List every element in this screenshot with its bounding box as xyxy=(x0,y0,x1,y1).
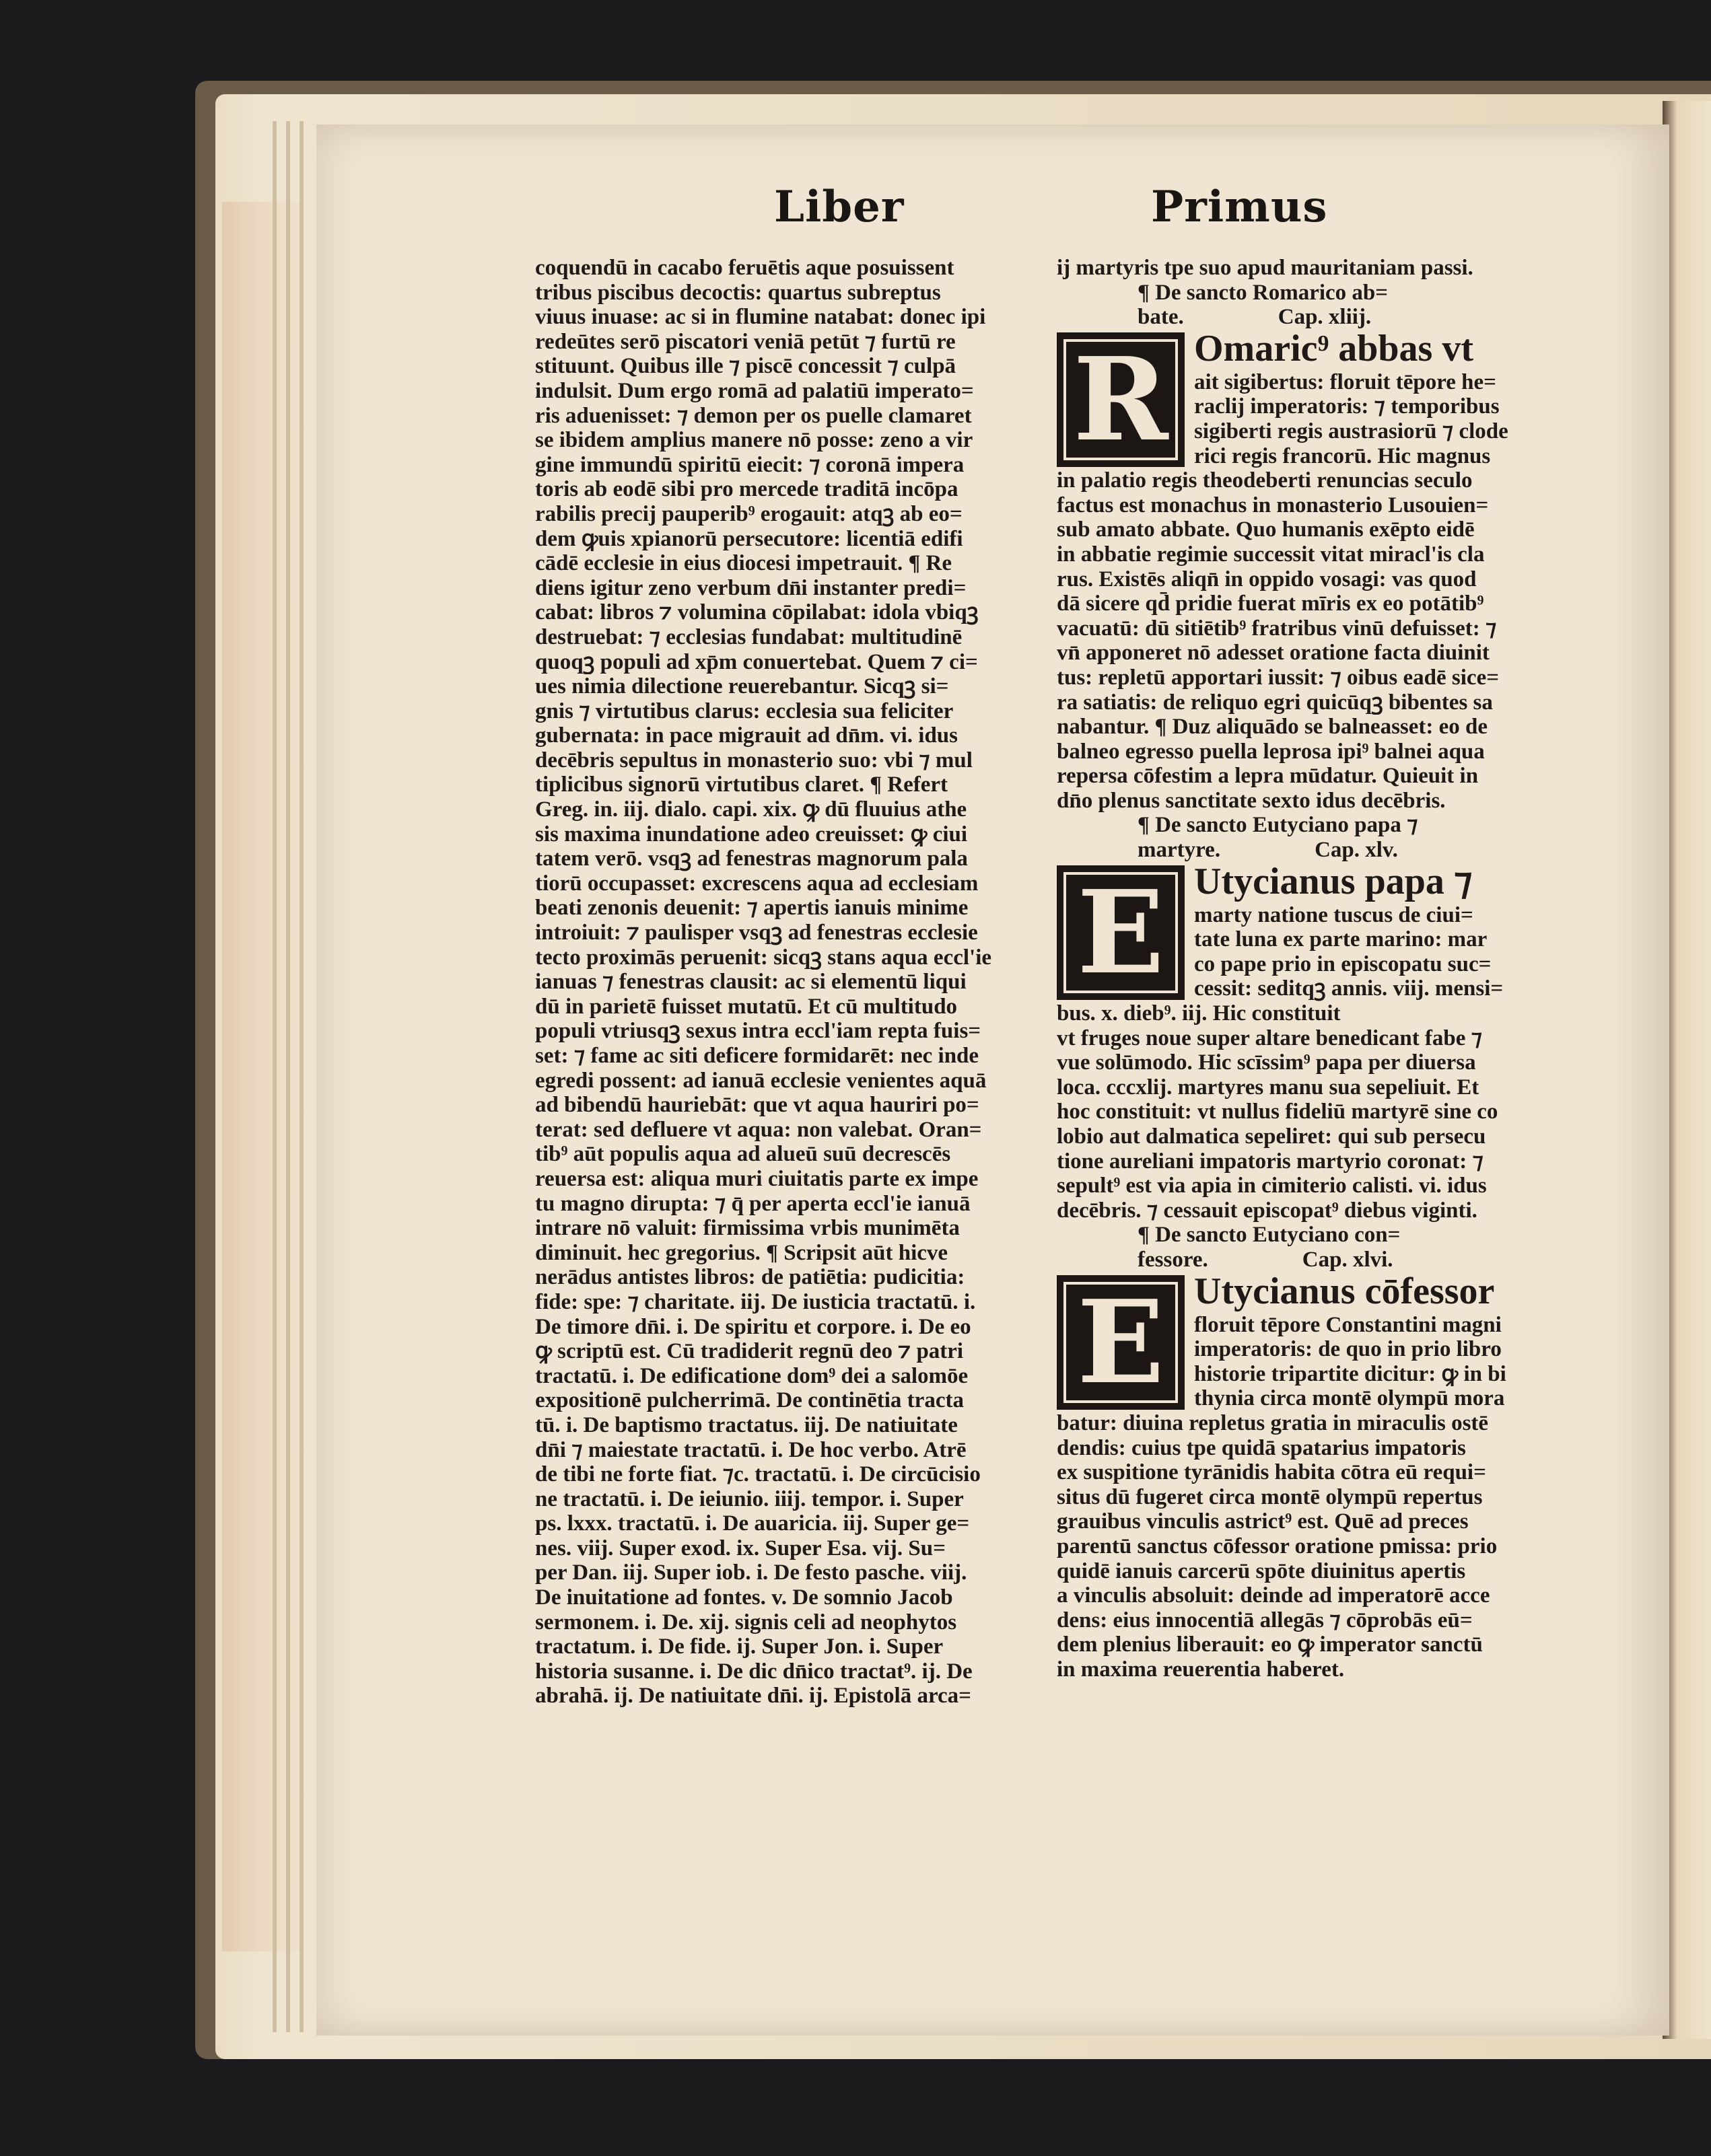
text-line: in palatio regis theodeberti renuncias seculo xyxy=(1057,468,1473,493)
first-line xyxy=(1194,1272,1575,1313)
text-line: historia susanne. i. De dic dn̄ico tractat⁹. ij. De xyxy=(535,1659,973,1684)
text-line: in maxima reuerentia haberet. xyxy=(1057,1657,1345,1682)
text-line: sis maxima inundatione adeo creuisset: ꝙ ciui xyxy=(535,822,968,847)
text-line: cādē ecclesie in eius diocesi impetrauit. ¶ Re xyxy=(535,551,952,576)
text-line: floruit tēpore Constantini magni xyxy=(1194,1312,1502,1337)
text-line: ꝙ scriptū est. Cū tradiderit regnū deo ⁊ patri xyxy=(535,1339,964,1364)
text-line: ait sigibertus: floruit tēpore he= xyxy=(1194,369,1496,394)
text-line: nabantur. ¶ Duz aliquādo se balneasset: eo de xyxy=(1057,715,1488,740)
text-line: batur: diuina repletus gratia in miraculis ostē xyxy=(1057,1410,1489,1435)
text-line: sigiberti regis austrasiorū ⁊ clode xyxy=(1194,419,1508,443)
text-line: tiplicibus signorū virtutibus claret. ¶ Refert xyxy=(535,772,948,797)
chapter-paragraph xyxy=(1057,1272,1575,1682)
text-line: imperatoris: de quo in prio libro xyxy=(1194,1337,1502,1362)
text-line: cabat: libros ⁊ volumina cōpilabat: idola vbiqꝫ xyxy=(535,600,979,625)
text-line: marty natione tuscus de ciui= xyxy=(1194,902,1473,927)
text-line: dū in parietē fuisset mutatū. Et cū multitudo xyxy=(535,994,958,1019)
page-stain xyxy=(222,202,303,1951)
left-column xyxy=(535,256,1053,1709)
text-line: stituunt. Quibus ille ⁊ piscē concessit ⁊ culpā xyxy=(535,354,956,379)
text-line: diminuit. hec gregorius. ¶ Scripsit aūt hicve xyxy=(535,1240,948,1265)
section-heading-cont: martyre. xyxy=(1138,838,1221,863)
text-line: per Dan. iij. Super iob. i. De festo pasche. viij. xyxy=(535,1560,967,1585)
text-line: dem plenius liberauit: eo ꝙ imperator sanctū xyxy=(1057,1632,1483,1657)
text-line: ex suspitione tyrānidis habita cōtra eū requi= xyxy=(1057,1460,1486,1485)
text-line: egredi possent: ad ianuā ecclesie venientes aquā xyxy=(535,1068,987,1093)
text-line: reuersa est: aliqua muri ciuitatis parte ex impe xyxy=(535,1166,979,1191)
header-left: Liber xyxy=(774,182,905,232)
text-line: ps. lxxx. tractatū. i. De auaricia. iij. Super ge= xyxy=(535,1511,970,1536)
text-line: populi vtriusqꝫ sexus intra eccl'iam repta fuis= xyxy=(535,1019,981,1044)
text-line: in abbatie regimie successit vitat miracl'is cla xyxy=(1057,542,1485,567)
text-line: ra satiatis: de reliquo egri quicūqꝫ bibentes sa xyxy=(1057,690,1493,715)
text-line: beati zenonis deuenit: ⁊ apertis ianuis minime xyxy=(535,896,969,921)
text-line: cessit: seditqꝫ annis. viij. mensi= xyxy=(1194,976,1504,1001)
text-line: gnis ⁊ virtutibus clarus: ecclesia sua feliciter xyxy=(535,698,954,723)
first-line-text: Omaric⁹ abbas vt xyxy=(1194,329,1473,369)
running-header xyxy=(774,182,1328,242)
text-line: sub amato abbate. Quo humanis exēpto eidē xyxy=(1057,517,1475,542)
text-line: viuus inuase: ac si in flumine natabat: donec ipi xyxy=(535,305,986,330)
text-line: tū. i. De baptismo tractatus. iij. De natiuitate xyxy=(535,1412,958,1437)
text-line: ne tractatū. i. De ieiunio. iiij. tempor. i. Super xyxy=(535,1486,964,1511)
text-line: quidē ianuis carcerū spōte diuinitus apertis xyxy=(1057,1558,1466,1583)
text-line: de tibi ne forte fiat. ⁊c. tractatū. i. De circūcisio xyxy=(535,1462,981,1487)
section-heading: ¶ De sancto Eutyciano con= xyxy=(1138,1223,1401,1248)
text-line: tiorū occupasset: excrescens aqua ad ecclesiam xyxy=(535,871,979,896)
text-line: nes. viij. Super exod. ix. Super Esa. vij. Su= xyxy=(535,1536,946,1560)
text-line: quoqꝫ populi ad xp̄m conuertebat. Quem ⁊ ci= xyxy=(535,649,978,674)
right-column xyxy=(1057,256,1575,1682)
chapter-number: Cap. xlv. xyxy=(1315,838,1398,863)
chapter-number: Cap. xlvi. xyxy=(1302,1247,1393,1272)
text-line: thynia circa montē olympū mora xyxy=(1194,1386,1505,1411)
text-line: rici regis francorū. Hic magnus xyxy=(1194,443,1491,468)
text-line: tecto proximās peruenit: sicqꝫ stans aqua eccl'ie xyxy=(535,945,992,970)
text-line: gine immundū spiritū eiecit: ⁊ coronā impera xyxy=(535,452,965,477)
text-line: dendis: cuius tpe quidā spatarius impatoris xyxy=(1057,1435,1466,1460)
text-line: loca. cccxlij. martyres manu sua sepeliuit. Et xyxy=(1057,1075,1479,1100)
text-line: dem ꝙuis xpianorū persecutore: licentiā edifi xyxy=(535,526,963,551)
text-line: indulsit. Dum ergo romā ad palatiū imperato= xyxy=(535,378,974,403)
text-line: De timore dn̄i. i. De spiritu et corpore. i. De eo xyxy=(535,1314,971,1339)
section-heading: ¶ De sancto Romarico ab= xyxy=(1138,280,1389,305)
text-line: ij martyris tpe suo apud mauritaniam passi. xyxy=(1057,256,1473,280)
text-line: dens: eius innocentiā allegās ⁊ cōprobās eū= xyxy=(1057,1608,1473,1632)
text-line: vacuatū: dū sitiētib⁹ fratribus vinū defuisset: ⁊ xyxy=(1057,616,1497,641)
text-line: nerādus antistes libros: de patiētia: pudicitia: xyxy=(535,1265,965,1290)
first-line-text: Utycianus cōfessor xyxy=(1194,1272,1495,1312)
text-line: tu magno dirupta: ⁊ q̄ per aperta eccl'ie ianuā xyxy=(535,1191,971,1216)
text-line: ris aduenisset: ⁊ demon per os puelle clamaret xyxy=(535,403,972,428)
text-line: De inuitatione ad fontes. v. De somnio Jacob xyxy=(535,1585,953,1610)
text-line: decēbris sepultus in monasterio suo: vbi ⁊ mul xyxy=(535,748,973,772)
text-line: lobio aut dalmatica sepeliret: qui sub persecu xyxy=(1057,1124,1486,1149)
text-line: parentū sanctus cōfessor oratione pmissa: prio xyxy=(1057,1534,1498,1558)
text-line: tractatū. i. De edificatione dom⁹ dei a salomōe xyxy=(535,1363,969,1388)
text-line: sermonem. i. De. xij. signis celi ad neophytos xyxy=(535,1610,957,1634)
section-heading-cont: bate. xyxy=(1138,305,1184,330)
text-line: tate luna ex parte marino: mar xyxy=(1194,927,1488,952)
text-line: intrare nō valuit: firmissima vrbis munimēta xyxy=(535,1216,960,1241)
first-line-text: Utycianus papa ⁊ xyxy=(1194,862,1473,902)
text-line: tribus piscibus decoctis: quartus subreptus xyxy=(535,280,941,305)
text-line: tractatum. i. De fide. ij. Super Jon. i. Super xyxy=(535,1634,944,1659)
text-line: a vinculis absoluit: deinde ad imperatorē acce xyxy=(1057,1583,1490,1608)
text-line: ianuas ⁊ fenestras clausit: ac si elementū liqui xyxy=(535,970,967,995)
decorated-initial: E xyxy=(1057,865,1185,1000)
text-line: diens igitur zeno verbum dn̄i instanter predi= xyxy=(535,575,967,600)
text-line: tione aureliani impatoris martyrio coronat: ⁊ xyxy=(1057,1149,1483,1174)
text-line: dn̄i ⁊ maiestate tractatū. i. De hoc verbo. Atrē xyxy=(535,1437,967,1462)
text-line: fide: spe: ⁊ charitate. iij. De iusticia tractatū. i. xyxy=(535,1289,976,1314)
text-line: vt fruges noue super altare benedicant fabe ⁊ xyxy=(1057,1026,1483,1050)
text-line: rabilis precij pauperib⁹ erogauit: atqꝫ ab eo= xyxy=(535,501,963,526)
first-line xyxy=(1194,863,1575,903)
text-line: hoc constituit: vt nullus fideliū martyrē sine co xyxy=(1057,1100,1498,1124)
text-line: toris ab eodē sibi pro mercede traditā incōpa xyxy=(535,477,958,502)
text-line: historie tripartite dicitur: ꝙ in bi xyxy=(1194,1361,1506,1386)
text-line: tus: repletū apportari iussit: ⁊ oibus eadē sice= xyxy=(1057,665,1500,690)
text-line: co pape prio in episcopatu suc= xyxy=(1194,951,1492,976)
text-line: sepult⁹ est via apia in cimiterio calisti. vi. idus xyxy=(1057,1174,1487,1198)
text-line: raclij imperatoris: ⁊ temporibus xyxy=(1194,394,1500,419)
text-line: tib⁹ aūt populis aqua ad alueū suū decrescēs xyxy=(535,1142,951,1167)
text-line: dā sicere qd̄ pridie fuerat mīris ex eo potātib⁹ xyxy=(1057,591,1484,616)
text-line: coquendū in cacabo feruētis aque posuissent xyxy=(535,256,954,280)
text-line: repersa cōfestim a lepra mūdatur. Quieuit in xyxy=(1057,764,1479,789)
text-line: se ibidem amplius manere nō posse: zeno a vir xyxy=(535,428,973,453)
section-heading-line xyxy=(1057,838,1575,863)
section-heading-cont: fessore. xyxy=(1138,1247,1208,1272)
text-line: grauibus vinculis astrict⁹ est. Quē ad preces xyxy=(1057,1509,1469,1534)
text-line: decēbris. ⁊ cessauit episcopat⁹ diebus viginti. xyxy=(1057,1198,1477,1223)
text-line: terat: sed defluere vt aqua: non valebat. Oran= xyxy=(535,1117,982,1142)
text-line: bus. x. dieb⁹. iij. Hic constituit xyxy=(1057,1001,1341,1026)
text-line: vn̄ apponeret nō adesset oratione facta diuinit xyxy=(1057,641,1490,666)
text-line: abrahā. ij. De natiuitate dn̄i. ij. Epistolā arca= xyxy=(535,1684,971,1709)
text-line: rus. Existēs aliqn̄ in oppido vosagi: vas quod xyxy=(1057,567,1477,591)
text-line: gubernata: in pace migrauit ad dn̄m. vi. idus xyxy=(535,723,958,748)
text-line: expositionē pulcherrimā. De continētia tracta xyxy=(535,1388,964,1413)
text-line: situs dū fugeret circa montē olympū repertus xyxy=(1057,1484,1483,1509)
first-line xyxy=(1194,330,1575,370)
header-right: Primus xyxy=(1151,182,1328,232)
text-line: redeūtes serō piscatori veniā petūt ⁊ furtū re xyxy=(535,329,956,354)
decorated-initial: E xyxy=(1057,1275,1185,1410)
text-line: destruebat: ⁊ ecclesias fundabat: multitudinē xyxy=(535,624,963,649)
decorated-initial: R xyxy=(1057,332,1185,467)
text-line: ues nimia dilectione reuerebantur. Sicqꝫ si= xyxy=(535,674,949,699)
text-line: Greg. in. iij. dialo. capi. xix. ꝙ dū fluuius athe xyxy=(535,797,967,822)
text-line: balneo egresso puella leprosa ipi⁹ balnei aqua xyxy=(1057,739,1485,764)
text-line: set: ⁊ fame ac siti deficere formidarēt: nec inde xyxy=(535,1044,979,1068)
text-line: vue solūmodo. Hic scīssim⁹ papa per diuersa xyxy=(1057,1050,1476,1075)
text-line: introiuit: ⁊ paulisper vsqꝫ ad fenestras ecclesie xyxy=(535,921,978,945)
section-heading: ¶ De sancto Eutyciano papa ⁊ xyxy=(1138,813,1418,838)
text-line: ad bibendū hauriebāt: que vt aqua hauriri po= xyxy=(535,1093,979,1118)
text-line: dn̄o plenus sanctitate sexto idus decēbris. xyxy=(1057,788,1446,813)
chapter-number: Cap. xliij. xyxy=(1278,305,1372,330)
facing-page-edge xyxy=(1663,101,1711,2039)
text-line: factus est monachus in monasterio Lusouien= xyxy=(1057,493,1489,517)
chapter-paragraph xyxy=(1057,330,1575,814)
text-line: tatem verō. vsqꝫ ad fenestras magnorum pala xyxy=(535,847,968,871)
section-heading-line xyxy=(1057,305,1575,330)
section-heading-line xyxy=(1057,1248,1575,1272)
chapter-paragraph xyxy=(1057,863,1575,1223)
